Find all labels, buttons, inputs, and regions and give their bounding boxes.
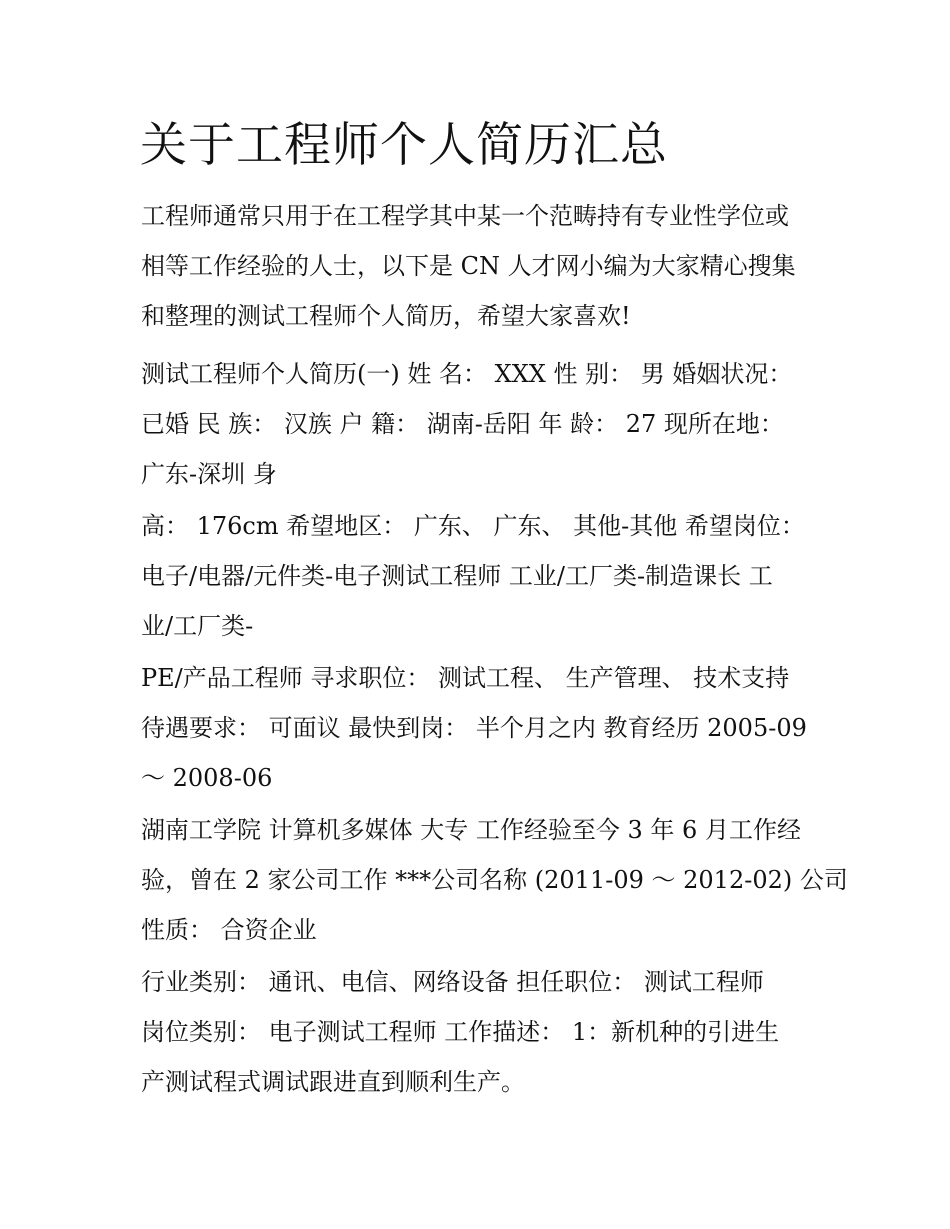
paragraph-line: 和整理的测试工程师个人简历，希望大家喜欢!	[141, 302, 631, 330]
paragraph-line: 广东-深圳 身	[141, 460, 277, 488]
paragraph-line: 业/工厂类-	[141, 612, 254, 640]
paragraph-line: 高： 176cm 希望地区： 广东、 广东、 其他-其他 希望岗位：	[141, 512, 805, 540]
paragraph-line: 性质： 合资企业	[141, 916, 317, 944]
paragraph-line: 测试工程师个人简历(一) 姓 名： XXX 性 别： 男 婚姻状况：	[141, 360, 793, 388]
paragraph-line: 岗位类别： 电子测试工程师 工作描述： 1：新机种的引进生	[141, 1018, 780, 1046]
paragraph-line: ～ 2008-06	[141, 764, 273, 792]
paragraph-line: 已婚 民 族： 汉族 户 籍： 湖南-岳阳 年 龄： 27 现所在地：	[141, 410, 784, 438]
paragraph-line: 相等工作经验的人士，以下是 CN 人才网小编为大家精心搜集	[141, 252, 796, 280]
paragraph-line: 行业类别： 通讯、电信、网络设备 担任职位： 测试工程师	[141, 968, 764, 996]
paragraph-line: 湖南工学院 计算机多媒体 大专 工作经验至今 3 年 6 月工作经	[141, 816, 801, 844]
paragraph-line: 验，曾在 2 家公司工作 ***公司名称 (2011-09 ～ 2012-02) 公司	[141, 866, 848, 894]
paragraph-line: 电子/电器/元件类-电子测试工程师 工业/工厂类-制造课长 工	[141, 562, 773, 590]
paragraph-line: PE/产品工程师 寻求职位： 测试工程、 生产管理、 技术支持	[141, 664, 790, 692]
paragraph-line: 产测试程式调试跟进直到顺利生产。	[141, 1068, 525, 1096]
document-title: 关于工程师个人简历汇总	[140, 118, 668, 173]
paragraph-line: 待遇要求： 可面议 最快到岗： 半个月之内 教育经历 2005-09	[141, 714, 807, 742]
paragraph-line: 工程师通常只用于在工程学其中某一个范畴持有专业性学位或	[141, 202, 789, 230]
